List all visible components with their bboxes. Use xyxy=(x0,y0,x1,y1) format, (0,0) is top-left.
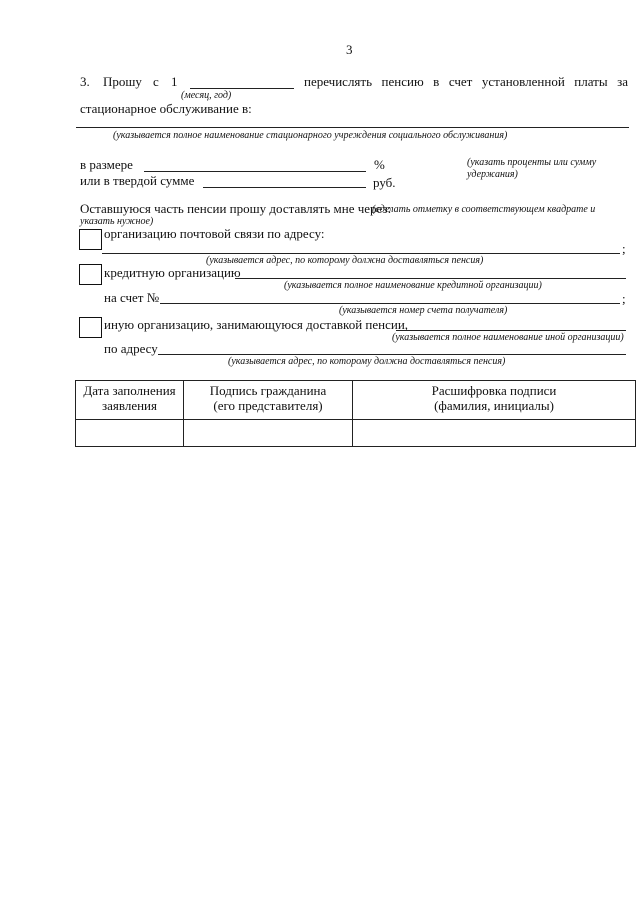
option-credit-label: кредитную организацию xyxy=(104,265,241,280)
institution-field[interactable] xyxy=(76,127,629,128)
header-signature xyxy=(184,381,353,420)
post-checkbox[interactable] xyxy=(79,229,102,250)
fixed-sum-field[interactable] xyxy=(203,187,366,188)
header-decoding-line2: (фамилия, инициалы) xyxy=(434,398,554,413)
transfer-text: перечислять пенсию в счет установленной платы за xyxy=(304,74,628,89)
post-address-field[interactable] xyxy=(102,253,620,254)
signature-table xyxy=(75,380,636,447)
table-header-row xyxy=(76,381,636,420)
request-word-prosh: Прошу xyxy=(103,74,142,89)
rub-label: руб. xyxy=(373,175,396,190)
credit-checkbox[interactable] xyxy=(79,264,102,285)
service-text: стационарное обслуживание в: xyxy=(80,101,252,116)
item-number: 3. xyxy=(80,74,90,89)
request-day: 1 xyxy=(171,74,178,89)
delivery-intro: Оставшуюся часть пенсии прошу доставлять мне через: xyxy=(80,201,392,216)
signature-cell[interactable] xyxy=(184,420,353,447)
date-cell[interactable] xyxy=(76,420,184,447)
other-checkbox[interactable] xyxy=(79,317,102,338)
account-hint: (указывается номер счета получателя) xyxy=(339,305,508,316)
credit-org-field[interactable] xyxy=(235,278,626,279)
address-label: по адресу xyxy=(104,341,158,356)
option-post-label: организацию почтовой связи по адресу: xyxy=(104,226,325,241)
address-hint: (указывается адрес, по которому должна доставляться пенсия) xyxy=(228,356,506,367)
institution-hint: (указывается полное наименование стационарного учреждения социального обслуживания) xyxy=(113,130,508,141)
amount-hint: (указать проценты или сумму удержания) xyxy=(467,157,597,180)
account-semicolon: ; xyxy=(622,291,626,306)
fixed-label: или в твердой сумме xyxy=(80,173,195,188)
page-number: 3 xyxy=(346,42,353,57)
header-signature-line2: (его представителя) xyxy=(213,398,323,413)
table-row xyxy=(76,420,636,447)
header-signature-line1: Подпись гражданина xyxy=(209,383,327,398)
credit-hint: (указывается полное наименование кредитной организации) xyxy=(284,280,542,291)
percent-field[interactable] xyxy=(144,171,366,172)
delivery-intro-hint: (сделать отметку в соответствующем квадрате и указать нужное) xyxy=(80,204,596,227)
month-year-hint: (месяц, год) xyxy=(181,90,232,101)
other-org-field[interactable] xyxy=(396,330,626,331)
decoding-cell[interactable] xyxy=(353,420,636,447)
account-field[interactable] xyxy=(160,303,620,304)
other-address-field[interactable] xyxy=(158,354,626,355)
header-date-line2: заявления xyxy=(101,398,157,413)
header-date xyxy=(76,381,184,420)
header-decoding-line1: Расшифровка подписи xyxy=(431,383,557,398)
post-semicolon: ; xyxy=(622,241,626,256)
post-hint: (указывается адрес, по которому должна доставляться пенсия) xyxy=(206,255,484,266)
size-label: в размере xyxy=(80,157,133,172)
other-hint: (указывается полное наименование иной организации) xyxy=(392,332,624,343)
month-year-field[interactable] xyxy=(190,88,294,89)
header-date-line1: Дата заполнения xyxy=(83,383,176,398)
option-other-label: иную организацию, занимающуюся доставкой пенсии, xyxy=(104,317,409,332)
header-decoding xyxy=(353,381,636,420)
percent-sign: % xyxy=(374,157,385,172)
account-label: на счет № xyxy=(104,290,160,305)
request-word-s: с xyxy=(153,74,159,89)
